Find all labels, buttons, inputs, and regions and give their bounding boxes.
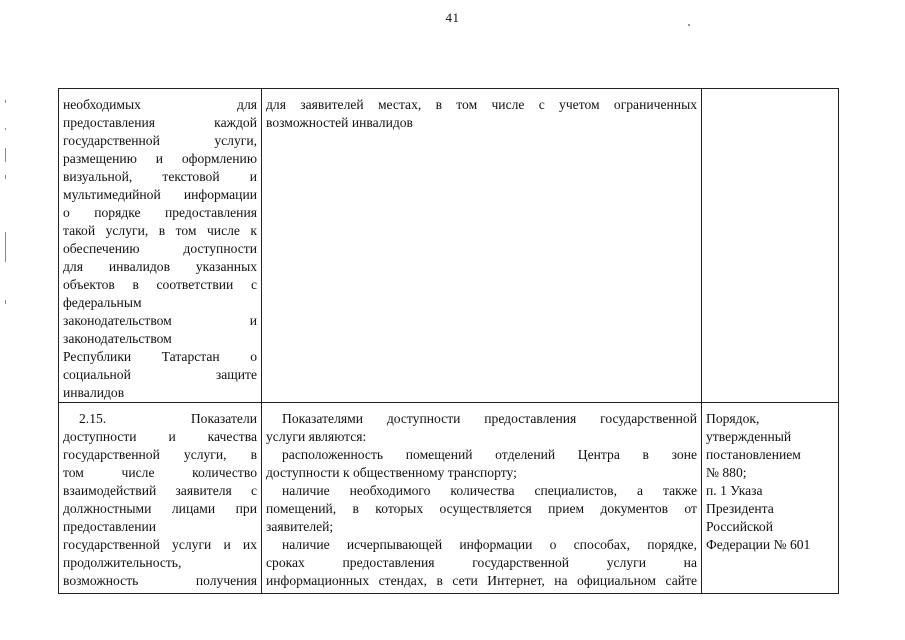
text-line: такой услуги, в том числе к	[63, 223, 257, 238]
text-line: взаимодействий заявителя с	[63, 483, 257, 498]
text-line: федеральным	[63, 295, 142, 310]
text-line: для заявителей местах, в том числе с учетом ограниченных	[266, 97, 697, 112]
scan-artifact	[5, 175, 6, 179]
text-line: мультимедийной информации	[63, 187, 257, 202]
text-line: утвержденный	[706, 429, 792, 444]
text-line: размещению и оформлению	[63, 151, 257, 166]
row1-description-cell	[262, 89, 702, 403]
text-line: наличие исчерпывающей информации о способах, порядке,	[282, 537, 697, 552]
text-line: о порядке предоставления	[63, 205, 257, 220]
text-line: должностными лицами при	[63, 501, 257, 516]
text-line: доступности и качества	[63, 429, 257, 444]
text-line: возможностей инвалидов	[266, 115, 413, 130]
text-line: Республики Татарстан о	[63, 349, 257, 364]
scan-artifact	[5, 300, 6, 304]
text-line: услуги являются:	[266, 429, 367, 444]
table-row	[59, 403, 839, 594]
text-line: том числе количество	[63, 465, 257, 480]
scan-artifact	[5, 128, 6, 130]
text-line: законодательством	[63, 331, 172, 346]
text-line: наличие необходимого количества специалистов, а также	[282, 483, 697, 498]
text-line: доступности к общественному транспорту;	[266, 465, 517, 480]
document-table	[58, 88, 839, 594]
text-line: расположенность помещений отделений Центра в зоне	[282, 447, 697, 462]
text-line: Российской	[706, 519, 773, 534]
text-line: сроках предоставления государственной услуги на	[266, 555, 697, 570]
text-line: государственной услуги, в	[63, 447, 257, 462]
text-line: помещений, в которых осуществляется прием документов от	[266, 501, 697, 516]
text-line: государственной услуги и их	[63, 537, 257, 552]
row2-description-cell	[262, 403, 702, 594]
text-line: 2.15. Показатели	[79, 411, 257, 426]
row1-requirement-cell	[59, 89, 262, 403]
text-line: Президента	[706, 501, 774, 516]
scan-artifact	[5, 100, 6, 103]
text-line: Порядок,	[706, 411, 760, 426]
text-line: обеспечению доступности	[63, 241, 257, 256]
text-line: социальной защите	[63, 367, 257, 382]
scan-artifact	[5, 148, 6, 162]
text-line: возможность получения	[63, 573, 257, 588]
scan-artifact	[688, 24, 690, 26]
text-line: для инвалидов указанных	[63, 259, 257, 274]
text-line: продолжительность,	[63, 555, 182, 570]
text-line: п. 1 Указа	[706, 483, 763, 498]
text-line: визуальной, текстовой и	[63, 169, 257, 184]
text-line: № 880;	[706, 465, 747, 480]
row1-reference-cell	[702, 89, 839, 403]
text-line: постановлением	[706, 447, 801, 462]
text-line: заявителей;	[266, 519, 334, 534]
text-line: Федерации № 601	[706, 537, 811, 552]
text-line: предоставлении	[63, 519, 157, 534]
text-line: государственной услуги,	[63, 133, 257, 148]
text-line: законодательством и	[63, 313, 257, 328]
table-row	[59, 89, 839, 403]
page-number: 41	[445, 10, 460, 25]
row2-reference-cell	[702, 403, 839, 594]
scan-artifact	[5, 232, 6, 262]
text-line: информационных стендах, в сети Интернет, на официальном сайте	[266, 573, 697, 588]
text-line: инвалидов	[63, 385, 125, 400]
text-line: предоставления каждой	[63, 115, 257, 130]
row2-requirement-cell	[59, 403, 262, 594]
text-line: объектов в соответствии с	[63, 277, 257, 292]
text-line: необходимых для	[63, 97, 257, 112]
text-line: Показателями доступности предоставления государственной	[282, 411, 697, 426]
